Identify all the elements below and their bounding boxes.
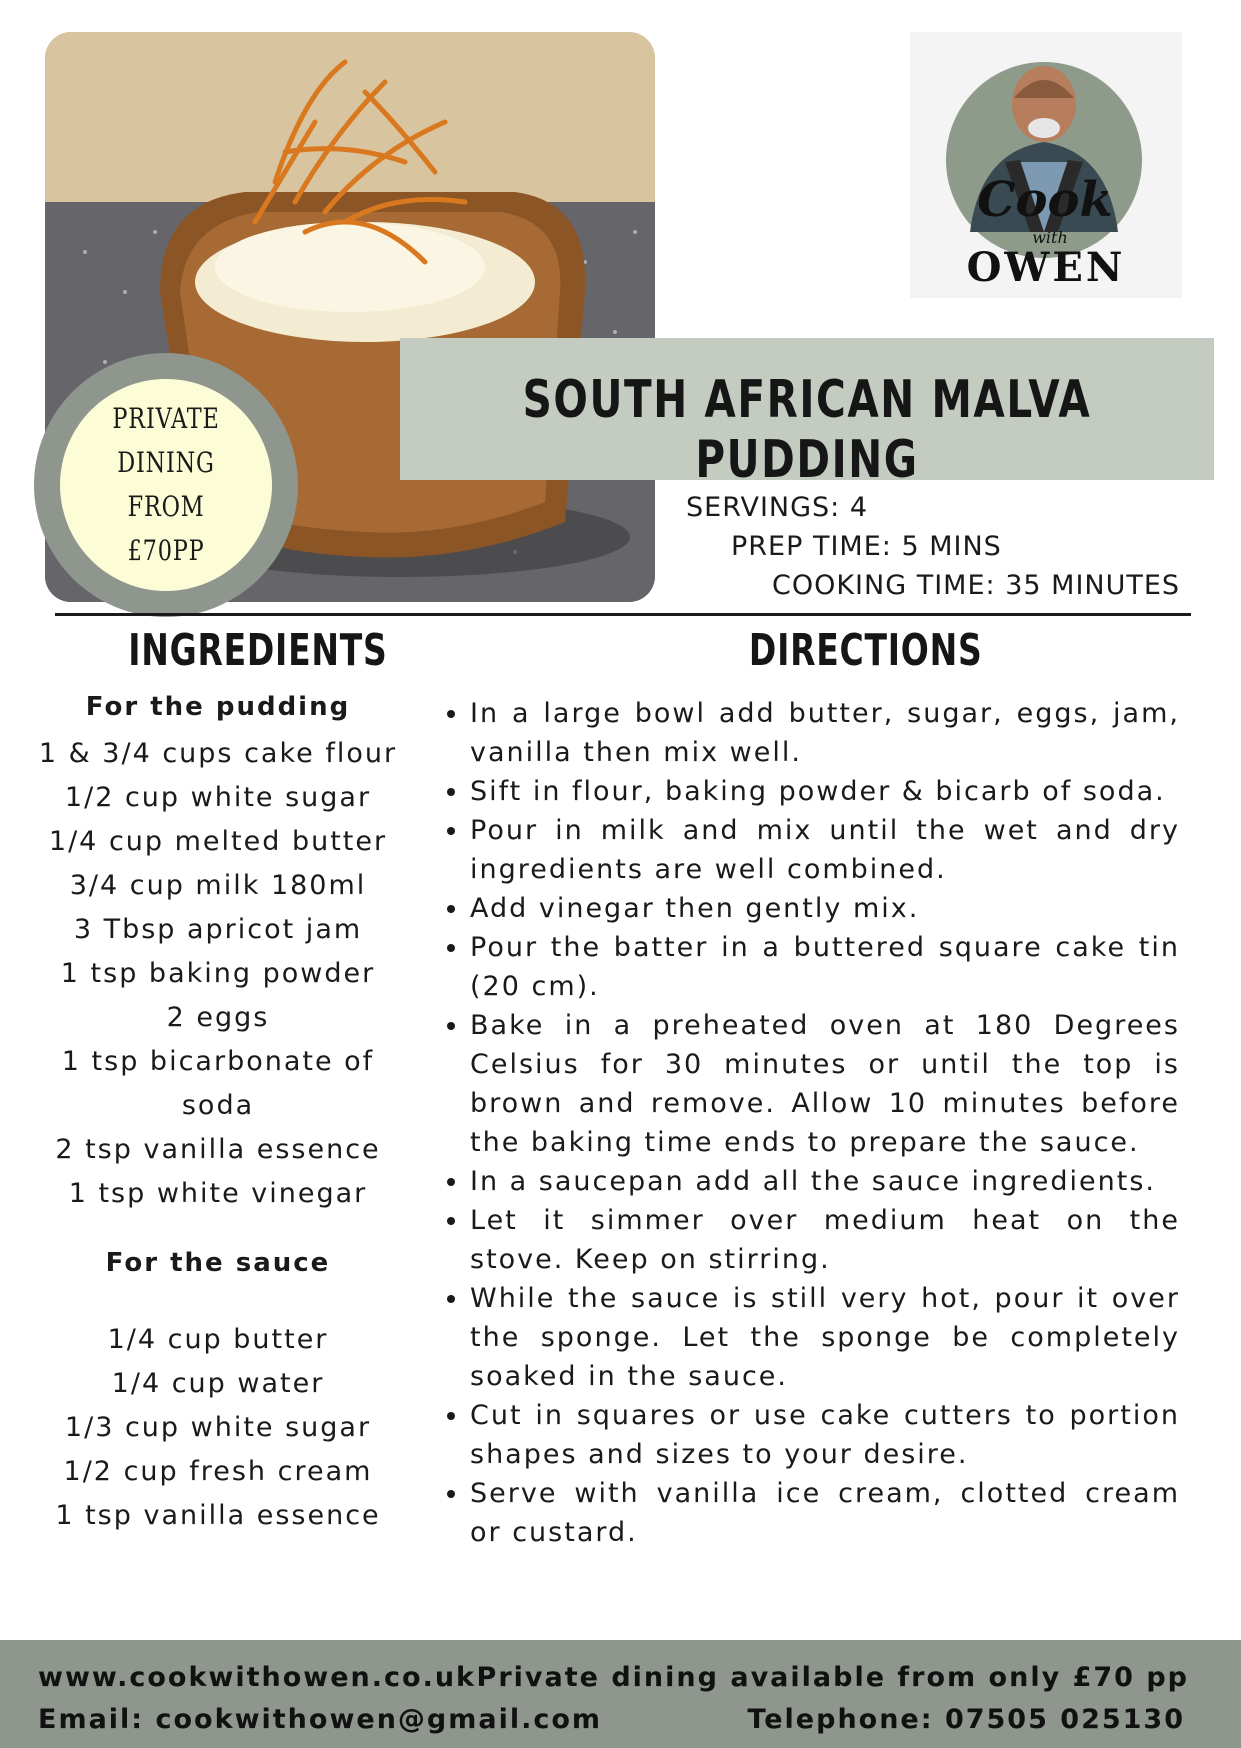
direction-step: • Cut in squares or use cake cutters to portion shapes and sizes to your desire. — [470, 1396, 1180, 1474]
ingredient-item: 1 tsp baking powder — [60, 958, 376, 989]
private-dining-text: Private dining available from only £70 pp — [476, 1662, 1189, 1693]
ingredient-item: 1/4 cup water — [111, 1368, 325, 1399]
ingredient-item: 1/3 cup white sugar — [64, 1412, 372, 1443]
badge-line-4: £70PP — [127, 534, 205, 567]
cooking-time-text: COOKING TIME: 35 MINUTES — [772, 570, 1181, 601]
ingredients-column — [28, 690, 408, 1538]
badge-inner — [60, 379, 272, 591]
ingredient-item: soda — [181, 1090, 255, 1121]
directions-list — [428, 694, 1180, 1552]
recipe-title: SOUTH AFRICAN MALVA PUDDING — [522, 370, 1092, 490]
directions-heading: DIRECTIONS — [748, 625, 983, 676]
title-banner — [400, 338, 1214, 490]
direction-step: • While the sauce is still very hot, pour it over the sponge. Let the sponge be completely soaked in the sauce. — [470, 1279, 1180, 1396]
pudding-subheading: For the pudding — [85, 692, 351, 722]
ingredient-item: 1 tsp bicarbonate of — [61, 1046, 375, 1077]
direction-step: • Sift in flour, baking powder & bicarb of soda. — [470, 772, 1180, 811]
direction-step: • Serve with vanilla ice cream, clotted cream or custard. — [470, 1474, 1180, 1552]
ingredient-item: 1/2 cup fresh cream — [63, 1456, 373, 1487]
direction-step: • Pour in milk and mix until the wet and dry ingredients are well combined. — [470, 811, 1180, 889]
logo-with-text: with — [1032, 228, 1068, 247]
badge-line-2: DINING — [117, 446, 215, 479]
sauce-subheading: For the sauce — [105, 1248, 331, 1278]
ingredient-item: 1/4 cup butter — [107, 1324, 329, 1355]
divider-line — [55, 613, 1191, 616]
direction-step: • In a saucepan add all the sauce ingredients. — [470, 1162, 1180, 1201]
logo-owen-text: OWEN — [966, 244, 1126, 291]
direction-step: • In a large bowl add butter, sugar, eggs, jam, vanilla then mix well. — [470, 694, 1180, 772]
ingredients-heading: INGREDIENTS — [128, 625, 388, 676]
ingredient-item: 2 tsp vanilla essence — [55, 1134, 381, 1165]
footer-bar — [0, 1640, 1241, 1748]
ingredient-item: 1/4 cup melted butter — [48, 826, 388, 857]
logo-cook-text: Cook — [977, 172, 1113, 228]
direction-step: • Bake in a preheated oven at 180 Degrees Celsius for 30 minutes or until the top is brown and remove. Allow 10 minutes before the baking time ends to prepare the sauce. — [470, 1006, 1180, 1162]
badge-line-1: PRIVATE — [112, 402, 220, 435]
ingredient-item: 3/4 cup milk 180ml — [69, 870, 367, 901]
ingredient-item: 1 & 3/4 cups cake flour — [38, 738, 398, 769]
private-dining-badge — [34, 353, 298, 617]
website-link[interactable]: www.cookwithowen.co.uk — [38, 1662, 477, 1693]
ingredient-item: 2 eggs — [166, 1002, 270, 1033]
telephone-link[interactable]: Telephone: 07505 025130 — [747, 1704, 1185, 1735]
prep-time-text: PREP TIME: 5 MINS — [731, 531, 1002, 562]
cook-with-owen-logo — [910, 32, 1182, 298]
direction-step: • Let it simmer over medium heat on the stove. Keep on stirring. — [470, 1201, 1180, 1279]
direction-step: • Pour the batter in a buttered square cake tin (20 cm). — [470, 928, 1180, 1006]
ingredient-item: 1 tsp vanilla essence — [55, 1500, 381, 1531]
badge-line-3: FROM — [127, 490, 205, 523]
ingredient-item: 1/2 cup white sugar — [64, 782, 372, 813]
directions-column — [428, 694, 1180, 1552]
ingredient-item: 3 Tbsp apricot jam — [73, 914, 363, 945]
ingredient-item: 1 tsp white vinegar — [68, 1178, 368, 1209]
direction-step: • Add vinegar then gently mix. — [470, 889, 1180, 928]
servings-text: SERVINGS: 4 — [686, 492, 869, 523]
email-link[interactable]: Email: cookwithowen@gmail.com — [38, 1704, 603, 1735]
